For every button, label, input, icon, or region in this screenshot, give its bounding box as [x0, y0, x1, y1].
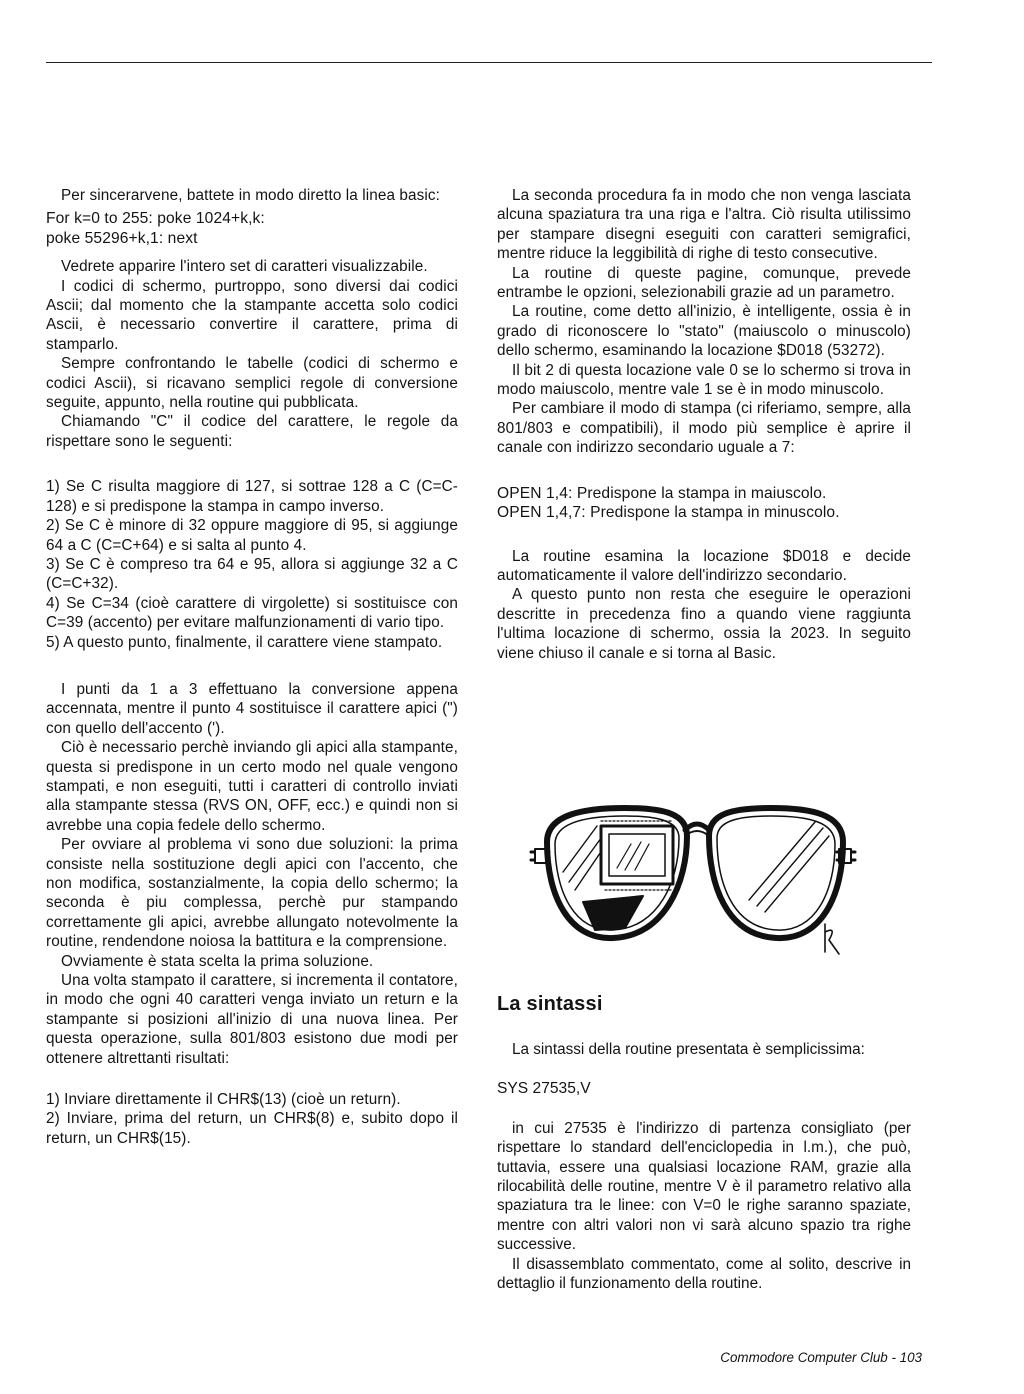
- list-item: 5) A questo punto, finalmente, il carattere viene stampato.: [46, 633, 443, 651]
- list-item: 3) Se C è compreso tra 64 e 95, allora si aggiunge 32 a C (C=C+32).: [46, 555, 458, 593]
- open-command-1: OPEN 1,4: Predispone la stampa in maiuscolo.: [497, 484, 827, 502]
- sys-command: SYS 27535,V: [497, 1080, 591, 1098]
- option-2: 2) Inviare, prima del return, un CHR$(8) e, subito dopo il return, un CHR$(15).: [46, 1110, 458, 1147]
- paragraph: Il disassemblato commentato, come al solito, descrive in dettaglio il funzionamento della routine.: [497, 1255, 911, 1293]
- basic-code-line-1: For k=0 to 255: poke 1024+k,k:: [46, 210, 265, 228]
- paragraph: I punti da 1 a 3 effettuano la conversione appena accennata, mentre il punto 4 sostituisce il carattere apici (") con quello dell'accento (').: [46, 680, 458, 737]
- paragraph: I codici di schermo, purtroppo, sono diversi dai codici Ascii; dal momento che la stampante accetta solo codici Ascii, è necessario convertire il carattere, prima di stamparlo.: [46, 277, 458, 353]
- paragraph: Vedrete apparire l'intero set di caratteri visualizzabile.: [61, 258, 428, 276]
- paragraph: in cui 27535 è l'indirizzo di partenza consigliato (per rispettare lo standard dell'enciclopedia in l.m.), che può, tuttavia, essere una qualsiasi locazione RAM, grazie alla rilocabilità delle routine, mentre V è il parametro relativo alla spaziatura tra le linee: con V=0 le righe saranno spaziate, mentre con altri valori non vi sarà alcuno spazio tra righe successive.: [497, 1119, 911, 1254]
- syntax-section: [497, 1040, 911, 1293]
- intro-paragraph: Per sincerarvene, battete in modo diretto la linea basic:: [61, 187, 440, 204]
- paragraph: Sempre confrontando le tabelle (codici di schermo e codici Ascii), si ricavano semplici regole di conversione seguite, appunto, nella routine qui pubblicata.: [46, 355, 458, 412]
- list-item: 2) Se C è minore di 32 oppure maggiore di 95, si aggiunge 64 a C (C=C+64) e si salta al punto 4.: [46, 517, 458, 554]
- list-item: 1) Se C risulta maggiore di 127, si sottrae 128 a C (C=C-128) e si predispone la stampa in campo inverso.: [46, 478, 458, 515]
- header-rule: [46, 62, 932, 63]
- open-command-2: OPEN 1,4,7: Predispone la stampa in minuscolo.: [497, 504, 840, 522]
- paragraph: Per ovviare al problema vi sono due soluzioni: la prima consiste nella sostituzione degli apici con l'accento, che non modifica, sostanzialmente, la copia dello schermo; la seconda è piu complessa, perchè pur stampando correttamente gli apici, avrebbe allungato notevolmente la routine, rendendone noiosa la battitura e la comprensione.: [46, 836, 458, 951]
- right-column: [497, 186, 911, 663]
- paragraph: Per cambiare il modo di stampa (ci riferiamo, sempre, alla 801/803 e compatibili), il modo più semplice è aprire il canale con indirizzo secondario uguale a 7:: [497, 400, 911, 457]
- paragraph: La sintassi della routine presentata è semplicissima:: [512, 1041, 865, 1058]
- paragraph: Il bit 2 di questa locazione vale 0 se lo schermo si trova in modo maiuscolo, mentre vale 1 se è in modo minuscolo.: [497, 361, 911, 399]
- paragraph: Chiamando "C" il codice del carattere, le regole da rispettare sono le seguenti:: [46, 413, 458, 450]
- section-heading: La sintassi: [497, 993, 603, 1015]
- conversion-rules-list: [46, 477, 458, 652]
- basic-code-line-2: poke 55296+k,1: next: [46, 229, 198, 247]
- paragraph: La routine, come detto all'inizio, è intelligente, ossia è in grado di riconoscere lo "stato" (maiuscolo o minuscolo) dello schermo, esaminando la locazione $D018 (53272).: [497, 303, 911, 360]
- option-1: 1) Inviare direttamente il CHR$(13) (cioè un return).: [46, 1091, 401, 1109]
- left-column: [46, 186, 458, 1148]
- paragraph: Ovviamente è stata scelta la prima soluzione.: [61, 952, 374, 970]
- paragraph: A questo punto non resta che eseguire le operazioni descritte in precedenza fino a quando viene raggiunta l'ultima locazione di schermo, ossia la 2023. In seguito viene chiuso il canale e si torna al Basic.: [497, 586, 911, 662]
- paragraph: La seconda procedura fa in modo che non venga lasciata alcuna spaziatura tra una riga e l'altra. Ciò risulta utilissimo per stampare disegni eseguiti con caratteri semigrafici, mentre riduce la leggibilità di righe di testo consecutive.: [497, 187, 911, 263]
- paragraph: La routine di queste pagine, comunque, prevede entrambe le opzioni, selezionabili grazie ad un parametro.: [497, 264, 911, 302]
- sunglasses-illustration: [525, 792, 861, 980]
- paragraph: Una volta stampato il carattere, si incrementa il contatore, in modo che ogni 40 caratteri venga inviato un return e la stampante si posizioni all'inizio di una nuova linea. Per questa operazione, sulla 801/803 esistono due modi per ottenere altrettanti risultati:: [46, 972, 458, 1067]
- paragraph: La routine esamina la locazione $D018 e decide automaticamente il valore dell'indirizzo secondario.: [497, 547, 911, 584]
- paragraph: Ciò è necessario perchè inviando gli apici alla stampante, questa si predispone in un certo modo nel quale vengono stampati, e non eseguiti, tutti i caratteri di controllo inviati alla stampante stessa (RVS ON, OFF, ecc.) e quindi non si avrebbe una copia fedele dello schermo.: [46, 739, 458, 834]
- page-footer: Commodore Computer Club - 103: [720, 1350, 922, 1365]
- list-item: 4) Se C=34 (cioè carattere di virgolette) si sostituisce con C=39 (accento) per evitare malfunzionamenti di vario tipo.: [46, 594, 458, 632]
